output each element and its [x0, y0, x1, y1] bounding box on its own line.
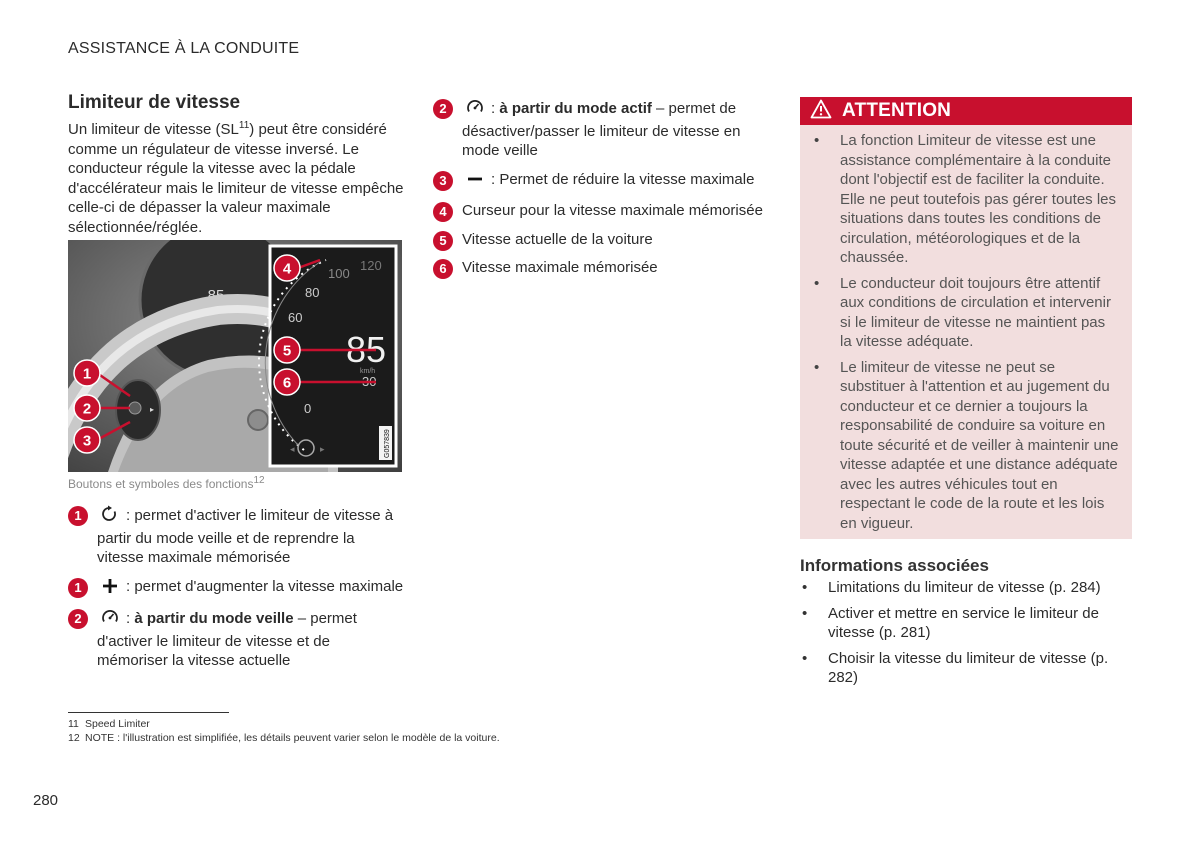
svg-text:▸: ▸: [150, 405, 155, 414]
attention-item: • Le conducteur doit toujours être attentif aux conditions de circulation et intervenir si le limiteur de vitesse ne maintient pas la vitesse adéquate.: [814, 274, 1120, 352]
svg-text:◂: ◂: [290, 444, 295, 454]
current-speed-display: 85: [346, 329, 387, 370]
footnote-text: Speed Limiter: [85, 718, 150, 730]
footnote-number: 12: [68, 732, 80, 744]
svg-text:6: 6: [282, 374, 292, 392]
footnote: [68, 731, 500, 745]
item-number-badge: 2: [433, 99, 453, 119]
page-title: Limiteur de vitesse: [68, 92, 241, 113]
intro-text-2: ) peut être considéré comme un régulateur de vitesse inversé. Le conducteur régule la vitesse avec la pédale d'accélérateur mais le limiteur de vitesse empêche celle-ci de dépasser la valeur maximale sélectionnée/réglée.: [68, 121, 404, 236]
function-list-col1: [68, 505, 404, 680]
item-number-badge: 3: [433, 171, 453, 191]
minus-icon: [464, 171, 486, 193]
steering-wheel-illustration: [68, 240, 402, 472]
list-item: [433, 201, 773, 221]
page-number: 280: [33, 792, 59, 809]
list-item: 2 : à partir du mode veille – permet d'activer le limiteur de vitesse et de mémoriser la vitesse actuelle: [68, 608, 404, 671]
callout-2: [74, 395, 100, 421]
illustration-code: G057839: [384, 429, 391, 458]
item-text: : permet d'augmenter la vitesse maximale: [126, 577, 404, 595]
footnote-ref-11: 11: [238, 120, 250, 131]
related-info-list: [800, 578, 1132, 688]
list-item: [433, 258, 773, 278]
scale-100: 100: [328, 266, 350, 281]
list-item: 2 : à partir du mode actif – permet de désactiver/passer le limiteur de vitesse en mode veille: [433, 98, 773, 161]
item-bold-text: à partir du mode actif: [499, 100, 652, 117]
attention-list: [800, 125, 1132, 533]
intro-paragraph: [68, 120, 404, 237]
item-number-badge: 1: [68, 506, 88, 526]
item-text: – permet de désactiver/passer le limiteur de vitesse en mode veille: [462, 100, 741, 159]
item-text: Vitesse actuelle de la voiture: [462, 230, 653, 248]
function-list-col2: [433, 98, 773, 287]
item-number-badge: 1: [68, 578, 88, 598]
footnote-ref-12: 12: [253, 475, 265, 486]
speed-unit: km/h: [360, 368, 376, 375]
list-item: [433, 170, 773, 193]
scale-120: 120: [360, 258, 382, 273]
item-text: Vitesse maximale mémorisée: [462, 259, 658, 276]
figure-caption: [68, 477, 265, 491]
attention-title: ATTENTION: [842, 100, 952, 121]
warning-triangle-icon: [810, 99, 832, 124]
footnote-divider: [68, 712, 229, 713]
svg-text:2: 2: [82, 400, 92, 418]
callout-5: [274, 337, 300, 363]
svg-text:3: 3: [82, 432, 92, 450]
intro-text-1: Un limiteur de vitesse (SL: [68, 121, 239, 138]
related-link[interactable]: • Choisir la vitesse du limiteur de vitesse (p. 282): [800, 649, 1132, 688]
svg-text:4: 4: [282, 260, 292, 278]
plus-icon: [99, 578, 121, 600]
item-number-badge: 6: [433, 259, 453, 279]
attention-box: [800, 97, 1132, 539]
footnote-number: 11: [68, 718, 79, 730]
related-link[interactable]: • Activer et mettre en service le limiteur de vitesse (p. 281): [800, 604, 1132, 643]
intro-section: [68, 92, 404, 237]
item-text: : Permet de réduire la vitesse maximale: [491, 170, 755, 188]
item-text: Curseur pour la vitesse maximale mémorisée: [462, 202, 763, 219]
item-bold-text: à partir du mode veille: [134, 610, 294, 627]
svg-text:▸: ▸: [320, 444, 325, 454]
item-number-badge: 2: [68, 609, 88, 629]
callout-3: [74, 427, 100, 453]
callout-6: [274, 369, 300, 395]
related-link[interactable]: • Limitations du limiteur de vitesse (p. 284): [800, 578, 1132, 598]
item-text: : permet d'activer le limiteur de vitesse à partir du mode veille et de reprendre la vitesse maximale mémorisée: [97, 507, 394, 566]
item-number-badge: 5: [433, 231, 453, 251]
svg-text:1: 1: [82, 365, 92, 383]
svg-text:5: 5: [282, 342, 292, 360]
speed-limiter-icon: [99, 608, 121, 632]
related-info-title: Informations associées: [800, 556, 989, 575]
speed-limiter-icon: [464, 98, 486, 122]
attention-header: [800, 97, 1132, 125]
callout-4: [274, 255, 300, 281]
footnote-text: NOTE : l'illustration est simplifiée, les détails peuvent varier selon le modèle de la voiture.: [85, 732, 500, 744]
attention-item: • Le limiteur de vitesse ne peut se substituer à l'attention et au jugement du conducteur et ce dernier a toujours la responsabilité de conduire sa voiture en toute sécurité et de veiller à maintenir une vitesse adaptée et une distance adéquate avec les autres véhicules tout en respectant le code de la route et les lois en vigueur.: [814, 358, 1120, 534]
scale-80: 80: [305, 285, 320, 300]
caption-text: Boutons et symboles des fonctions: [68, 477, 254, 491]
list-item: [68, 577, 404, 600]
scale-30: 30: [362, 374, 377, 389]
footnote: [68, 717, 500, 731]
callout-1: [74, 360, 100, 386]
list-item: [433, 230, 773, 250]
left-speed-readout: 85: [207, 287, 225, 304]
related-info-section: [800, 556, 1132, 694]
footnotes: [68, 717, 500, 745]
list-item: [68, 505, 404, 568]
scale-0: 0: [304, 401, 312, 416]
attention-item: • La fonction Limiteur de vitesse est une assistance complémentaire à la conduite dont l'objectif est de faciliter la conduite. Elle ne peut toutefois pas gérer toutes les situations dans toutes les conditions de circulation, météorologiques et de la chaussée.: [814, 131, 1120, 268]
item-text: – permet d'activer le limiteur de vitesse et de mémoriser la vitesse actuelle: [97, 610, 357, 669]
scale-60: 60: [288, 310, 303, 325]
section-header: ASSISTANCE À LA CONDUITE: [68, 40, 300, 57]
resume-arrow-icon: [99, 505, 121, 529]
item-number-badge: 4: [433, 202, 453, 222]
